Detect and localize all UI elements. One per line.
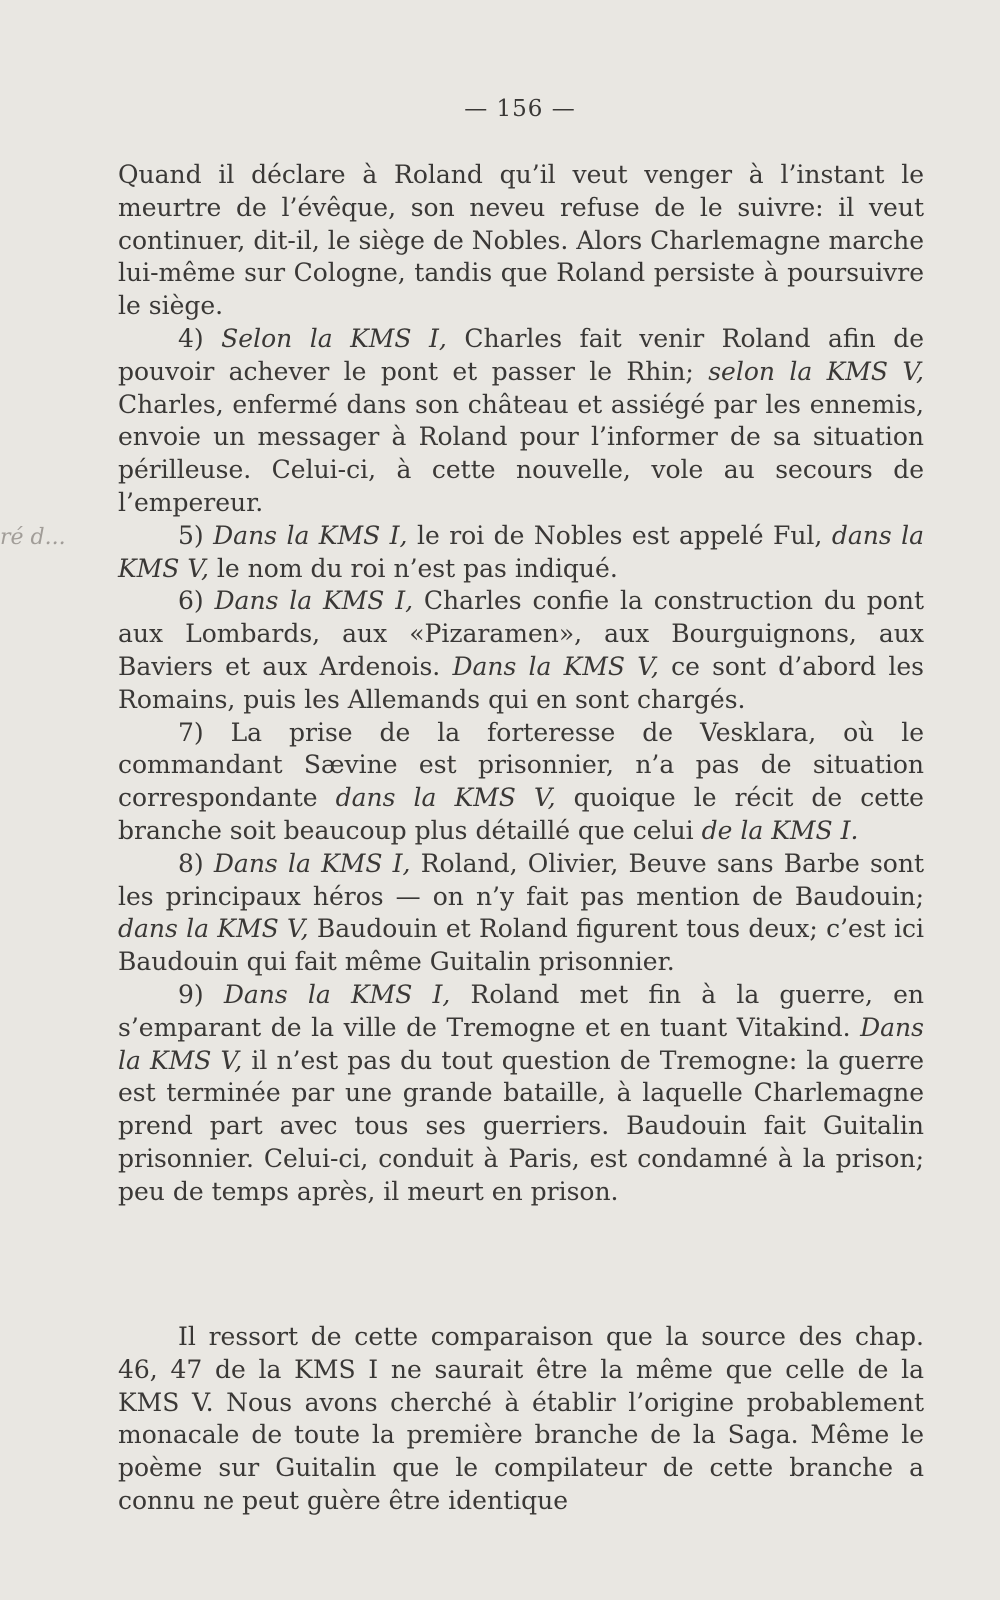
italic-run: Dans la KMS I,: [213, 520, 408, 550]
italic-run: Dans la KMS V,: [118, 1012, 924, 1075]
page-number: — 156 —: [464, 96, 576, 122]
italic-run: de la KMS I.: [701, 815, 859, 845]
text-run: quoique le récit de cette branche soit beaucoup plus détaillé que celui: [118, 783, 924, 845]
text-run: 8): [178, 848, 214, 878]
paragraph: [118, 717, 924, 848]
italic-run: dans la KMS V,: [335, 783, 556, 813]
conclusion-text-block: [118, 1321, 924, 1518]
text-run: 7) La prise de la forteresse de Vesklara, où le commandant Sævine est prisonnier, n’a pas de situation correspondante: [118, 717, 924, 813]
paragraph: [118, 520, 924, 586]
italic-run: Dans la KMS V,: [452, 651, 659, 681]
text-run: 6): [178, 586, 215, 616]
text-run: il n’est pas du tout question de Tremogne: la guerre est terminée par une grande bataille, à laquelle Charlemagne prend part avec tous ses guerriers. Baudouin fait Guitalin prisonnier. Celui-ci, conduit à Paris, est condamné à la prison; peu de temps après, il meurt en prison.: [118, 1045, 925, 1206]
text-run: 9): [178, 979, 224, 1009]
text-run: Roland met fin à la guerre, en s’emparant de la ville de Tremogne et en tuant Vitakind.: [118, 979, 925, 1042]
italic-run: dans la KMS V,: [118, 520, 925, 583]
text-run: Roland, Olivier, Beuve sans Barbe sont les principaux héros — on n’y fait pas mention de Baudouin;: [118, 848, 925, 911]
text-run: le nom du roi n’est pas indiqué.: [208, 553, 618, 583]
paragraph: [118, 323, 924, 520]
text-run: Charles fait venir Roland afin de pouvoir achever le pont et passer le Rhin;: [118, 323, 924, 386]
main-text-block: [118, 159, 924, 1209]
italic-run: Dans la KMS I,: [223, 979, 451, 1009]
text-run: 4): [178, 323, 222, 353]
margin-note: ré d...: [0, 525, 66, 550]
italic-run: selon la KMS V,: [708, 356, 925, 386]
italic-run: Selon la KMS I,: [221, 323, 447, 353]
text-run: Charles confie la construction du pont aux Lombards, aux «Pizaramen», aux Bourguignons, aux Baviers et aux Ardenois.: [118, 586, 924, 681]
italic-run: Dans la KMS I,: [213, 848, 411, 878]
italic-run: dans la KMS V,: [118, 914, 309, 944]
text-run: Charles, enfermé dans son château et assiégé par les ennemis, envoie un messager à Roland pour l’informer de sa situation périlleuse. Celui-ci, à cette nouvelle, vole au secours de l’empereur.: [118, 389, 924, 517]
text-run: ce sont d’abord les Romains, puis les Allemands qui en sont chargés.: [118, 651, 924, 714]
paragraph: [118, 585, 924, 716]
paragraph: [118, 848, 924, 979]
text-run: 5): [178, 520, 214, 550]
text-run: Il ressort de cette comparaison que la source des chap. 46, 47 de la KMS I ne saurait être la même que celle de la KMS V. Nous avons cherché à établir l’origine probablement monacale de toute la première branche de la Saga. Même le poème sur Guitalin que le compilateur de cette branche a connu ne peut guère être identique: [118, 1322, 924, 1515]
text-run: Baudouin et Roland figurent tous deux; c’est ici Baudouin qui fait même Guitalin prisonnier.: [118, 914, 924, 977]
paragraph: [118, 1321, 924, 1518]
paragraph: [118, 159, 924, 323]
text-run: le roi de Nobles est appelé Ful,: [407, 520, 832, 550]
paragraph: [118, 979, 924, 1209]
italic-run: Dans la KMS I,: [214, 586, 414, 616]
text-run: Quand il déclare à Roland qu’il veut venger à l’instant le meurtre de l’évêque, son neveu refuse de le suivre: il veut continuer, dit-il, le siège de Nobles. Alors Charlemagne marche lui-même sur Cologne, tandis que Roland persiste à poursuivre le siège.: [118, 160, 924, 321]
